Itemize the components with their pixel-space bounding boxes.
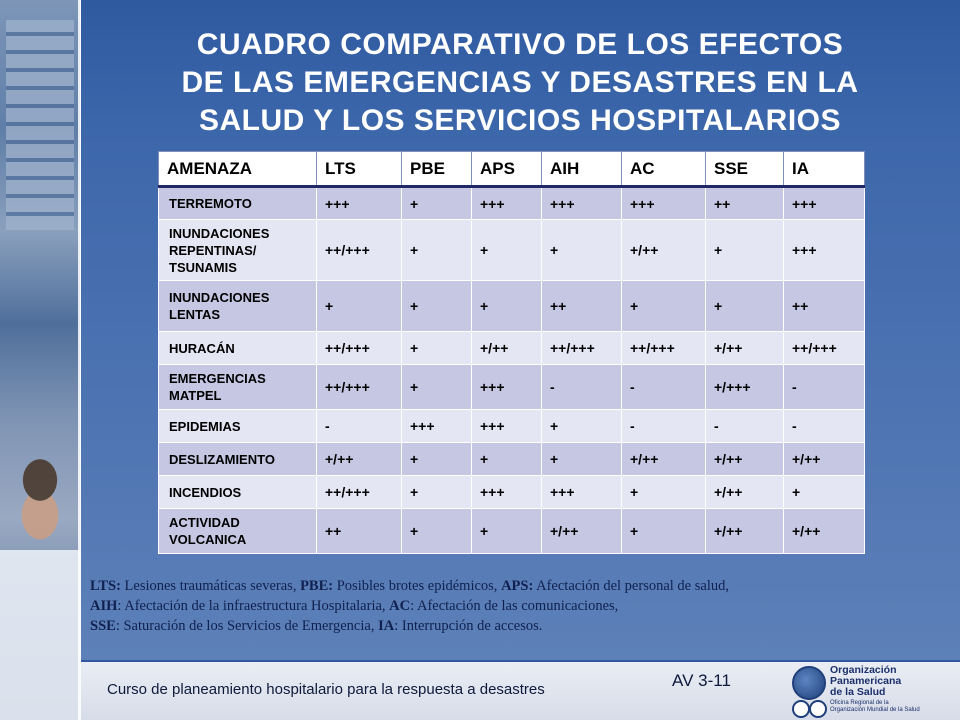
rating-cell: + (706, 281, 784, 332)
legend-line-3 (90, 616, 950, 636)
logo-org-name (830, 665, 901, 698)
legend-text: : Afectación de la infraestructura Hospitalaria, (117, 598, 390, 614)
table-row (159, 509, 865, 554)
rating-cell: ++ (542, 281, 622, 332)
rating-cell: ++/+++ (784, 332, 865, 365)
logo-sub-line: Organización Mundial de la Salud (830, 707, 920, 713)
logo-sub-line: Oficina Regional de la (830, 700, 889, 706)
hospital-building-photo (6, 20, 74, 230)
rating-cell: + (472, 281, 542, 332)
rating-cell: +++ (622, 187, 706, 220)
rating-cell: +++ (472, 410, 542, 443)
rating-cell: + (542, 443, 622, 476)
rating-cell: - (784, 410, 865, 443)
legend-text: : Interrupción de accesos. (394, 618, 543, 634)
hazard-label: HURACÁN (159, 332, 317, 365)
rating-cell: + (402, 281, 472, 332)
rating-cell: + (784, 476, 865, 509)
rating-cell: ++/+++ (317, 476, 402, 509)
rating-cell: + (402, 220, 472, 281)
hazard-label: INCENDIOS (159, 476, 317, 509)
legend-abbr: LTS: (90, 578, 121, 594)
rating-cell: + (402, 365, 472, 410)
legend-text: Afectación del personal de salud, (533, 578, 729, 594)
abbreviation-legend (90, 576, 950, 636)
rating-cell: + (317, 281, 402, 332)
paho-logo (792, 664, 952, 716)
hazard-label: EMERGENCIAS MATPEL (159, 365, 317, 410)
legend-line-2 (90, 596, 950, 616)
header-amenaza: AMENAZA (159, 152, 317, 187)
table-row (159, 281, 865, 332)
rating-cell: ++ (317, 509, 402, 554)
hazard-label: TERREMOTO (159, 187, 317, 220)
rating-cell: +++ (784, 220, 865, 281)
legend-text: : Afectación de las comunicaciones, (410, 598, 619, 614)
nurse-photo (0, 440, 80, 720)
rating-cell: +/++ (784, 443, 865, 476)
header-aps: APS (472, 152, 542, 187)
table-row (159, 187, 865, 220)
header-aih: AIH (542, 152, 622, 187)
rating-cell: +++ (784, 187, 865, 220)
rating-cell: +/++ (706, 332, 784, 365)
rating-cell: +++ (472, 187, 542, 220)
rating-cell: ++/+++ (542, 332, 622, 365)
table-row (159, 332, 865, 365)
hazard-label: INUNDACIONES LENTAS (159, 281, 317, 332)
rating-cell: + (472, 443, 542, 476)
rating-cell: ++ (784, 281, 865, 332)
rating-cell: + (472, 509, 542, 554)
legend-abbr: PBE: (300, 578, 334, 594)
table-row (159, 220, 865, 281)
hazard-label: ACTIVIDAD VOLCANICA (159, 509, 317, 554)
rating-cell: + (402, 332, 472, 365)
rating-cell: - (542, 365, 622, 410)
table-row (159, 476, 865, 509)
table-row (159, 365, 865, 410)
logo-org-line: Organización (830, 664, 897, 676)
rating-cell: +++ (542, 187, 622, 220)
hazard-label: EPIDEMIAS (159, 410, 317, 443)
legend-text: Lesiones traumáticas severas, (120, 578, 301, 594)
globe-icon (792, 666, 826, 700)
rating-cell: + (402, 509, 472, 554)
rating-cell: + (622, 509, 706, 554)
rating-cell: +/++ (472, 332, 542, 365)
rating-cell: +/++ (706, 509, 784, 554)
course-title: Curso de planeamiento hospitalario para la respuesta a desastres (107, 681, 545, 698)
rating-cell: - (317, 410, 402, 443)
legend-abbr: SSE (90, 618, 116, 634)
rating-cell: + (622, 476, 706, 509)
table-row (159, 443, 865, 476)
rating-cell: +/++ (317, 443, 402, 476)
legend-abbr: APS: (501, 578, 534, 594)
logo-org-line: de la Salud (830, 686, 886, 698)
rating-cell: - (784, 365, 865, 410)
rating-cell: +/++ (706, 443, 784, 476)
comparison-table (158, 151, 864, 554)
who-emblem-icon (792, 700, 810, 718)
hazard-label: INUNDACIONES REPENTINAS/ TSUNAMIS (159, 220, 317, 281)
rating-cell: + (402, 476, 472, 509)
left-photo-strip (0, 0, 80, 720)
rating-cell: ++/+++ (317, 220, 402, 281)
rating-cell: +/++ (706, 476, 784, 509)
rating-cell: +/++ (784, 509, 865, 554)
rating-cell: + (542, 220, 622, 281)
rating-cell: ++ (706, 187, 784, 220)
header-pbe: PBE (402, 152, 472, 187)
rating-cell: +/+++ (706, 365, 784, 410)
hazard-label: DESLIZAMIENTO (159, 443, 317, 476)
table-row (159, 410, 865, 443)
legend-line-1 (90, 576, 950, 596)
rating-cell: ++/+++ (317, 365, 402, 410)
rating-cell: +++ (402, 410, 472, 443)
rating-cell: + (706, 220, 784, 281)
rating-cell: + (402, 443, 472, 476)
rating-cell: - (622, 365, 706, 410)
header-ia: IA (784, 152, 865, 187)
legend-abbr: AC (389, 598, 411, 614)
legend-text: : Saturación de los Servicios de Emergencia, (115, 618, 379, 634)
rating-cell: +++ (317, 187, 402, 220)
legend-abbr: IA (378, 618, 395, 634)
title-line-2: DE LAS EMERGENCIAS Y DESASTRES EN LA (181, 66, 859, 99)
table-header-row (159, 152, 865, 187)
slide-code: AV 3-11 (672, 671, 731, 690)
logo-org-line: Panamericana (830, 675, 902, 687)
rating-cell: +/++ (622, 220, 706, 281)
header-lts: LTS (317, 152, 402, 187)
rating-cell: - (622, 410, 706, 443)
rating-cell: + (402, 187, 472, 220)
legend-abbr: AIH (90, 598, 118, 614)
rating-cell: - (706, 410, 784, 443)
rating-cell: +++ (472, 365, 542, 410)
legend-text: Posibles brotes epidémicos, (333, 578, 502, 594)
slide-title (90, 26, 950, 140)
rating-cell: ++/+++ (622, 332, 706, 365)
rating-cell: + (622, 281, 706, 332)
rating-cell: +/++ (542, 509, 622, 554)
logo-subtitle (830, 700, 920, 714)
title-line-3: SALUD Y LOS SERVICIOS HOSPITALARIOS (198, 104, 842, 137)
rating-cell: ++/+++ (317, 332, 402, 365)
rating-cell: + (472, 220, 542, 281)
header-ac: AC (622, 152, 706, 187)
title-line-1: CUADRO COMPARATIVO DE LOS EFECTOS (196, 28, 844, 61)
rating-cell: +/++ (622, 443, 706, 476)
rating-cell: +++ (472, 476, 542, 509)
paho-emblem-icon (809, 700, 827, 718)
rating-cell: +++ (542, 476, 622, 509)
rating-cell: + (542, 410, 622, 443)
header-sse: SSE (706, 152, 784, 187)
